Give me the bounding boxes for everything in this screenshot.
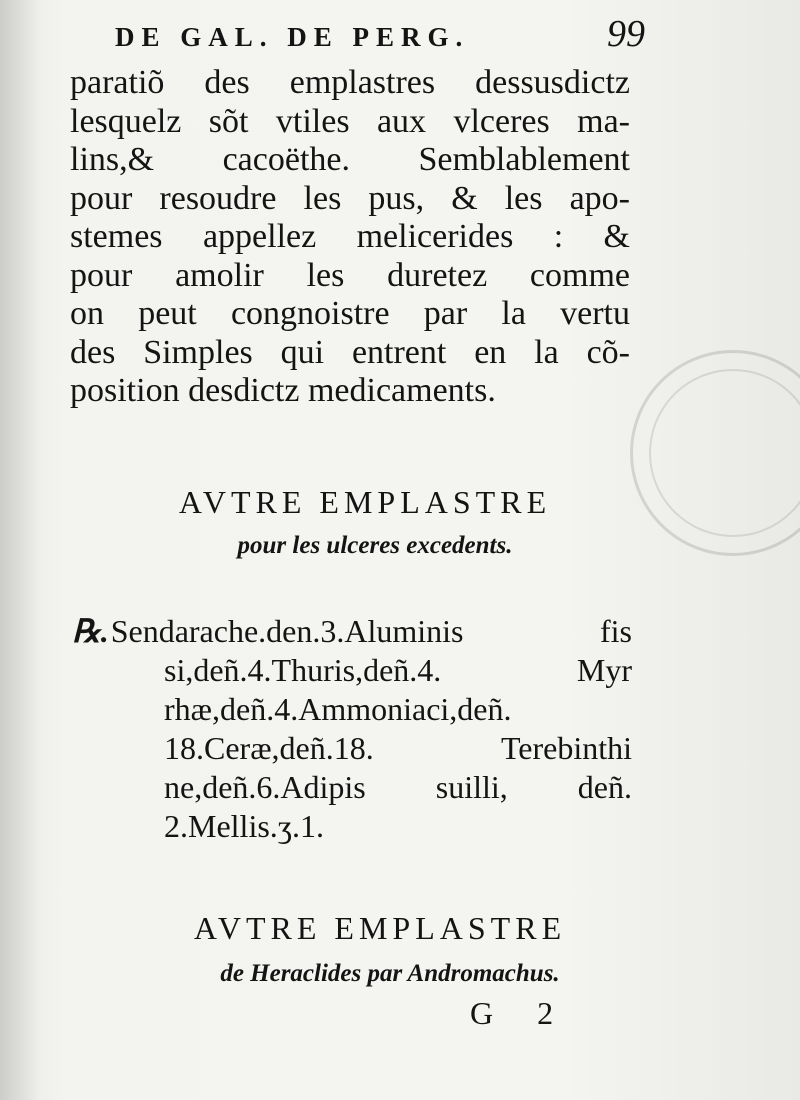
body-line: pour amolir les duretez comme <box>70 256 630 294</box>
recipe-line <box>72 612 632 651</box>
recipe-line: 2.Mellis.ʒ.1. <box>164 808 324 844</box>
gutter-shadow <box>0 0 40 1100</box>
section-subheading: pour les ulceres excedents. <box>237 532 513 559</box>
library-stamp <box>630 350 800 556</box>
recipe-line: rhæ,deñ.4.Ammoniaci,deñ. <box>164 691 512 727</box>
section-heading: AVTRE EMPLASTRE <box>193 910 567 946</box>
body-paragraph <box>70 64 630 411</box>
page-number: 99 <box>607 13 645 55</box>
running-head-title: DE GAL. DE PERG. <box>115 22 470 52</box>
recipe-symbol: ℞. <box>72 613 109 649</box>
recipe-block <box>72 612 632 846</box>
signature-mark: G 2 <box>470 995 572 1031</box>
recipe-line: si,deñ.4.Thuris,deñ.4. Myr <box>164 652 632 688</box>
body-line: lesquelz sõt vtiles aux vlceres ma- <box>70 102 630 140</box>
recipe-line-text: Sendarache.den.3.Aluminis fis <box>110 613 632 649</box>
body-line: paratiõ des emplastres dessusdictz <box>70 64 630 101</box>
recipe-line: 18.Ceræ,deñ.18. Terebinthi <box>164 730 632 766</box>
body-line: position desdictz medicaments. <box>70 372 496 409</box>
body-line: on peut congnoistre par la vertu <box>70 295 630 332</box>
body-line: des Simples qui entrent en la cõ- <box>70 333 630 371</box>
section-subheading: de Heraclides par Andromachus. <box>220 960 560 987</box>
body-line: pour resoudre les pus, & les apo- <box>70 179 630 217</box>
recipe-line: ne,deñ.6.Adipis suilli, deñ. <box>164 769 632 805</box>
body-line: stemes appellez melicerides : & <box>70 218 630 255</box>
running-head <box>115 12 645 56</box>
section-heading: AVTRE EMPLASTRE <box>178 484 552 520</box>
body-line: lins,& cacoëthe. Semblablement <box>70 141 630 178</box>
